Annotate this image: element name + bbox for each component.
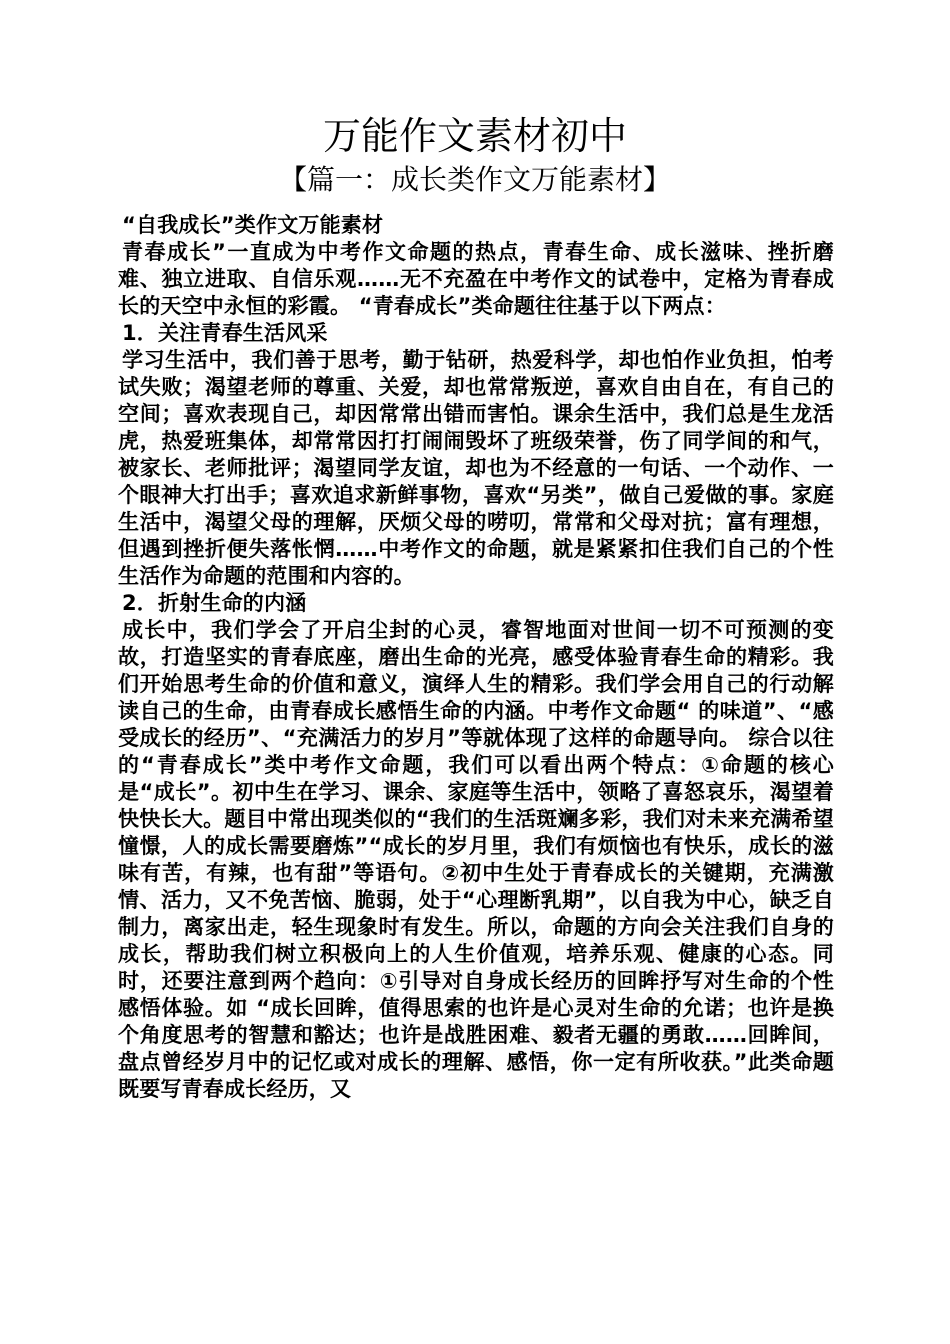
document-body (118, 212, 834, 1103)
document-subtitle: 【篇一：成长类作文万能素材】 (278, 163, 671, 196)
section-heading: 2．折射生命的内涵 (122, 591, 307, 615)
section-heading: “自我成长”类作文万能素材 (122, 213, 384, 237)
paragraph: 学习生活中，我们善于思考，勤于钻研，热爱科学，却也怕作业负担，怕考试失败；渴望老师的尊重、关爱，却也常常叛逆，喜欢自由自在，有自己的空间；喜欢表现自己，却因常常出错而害怕。课余生活中，我们总是生龙活虎，热爱班集体，却常常因打打闹闹毁坏了班级荣誉，伤了同学间的和气，被家长、老师批评；渴望同学友谊，却也为不经意的一句话、一个动作、一个眼神大打出手；喜欢追求新鲜事物，喜欢“另类”，做自己爱做的事。家庭生活中，渴望父母的理解，厌烦父母的唠叨，常常和父母对抗；富有理想，但遇到挫折便失落怅惘……中考作文的命题，就是紧紧扣住我们自己的个性生活作为命题的范围和内容的。 (118, 348, 834, 588)
paragraph: 青春成长”一直成为中考作文命题的热点，青春生命、成长滋味、挫折磨难、独立进取、自信乐观……无不充盈在中考作文的试卷中，定格为青春成长的天空中永恒的彩霞。 “青春成长”类命题往往基于以下两点： (118, 240, 834, 318)
document-title: 万能作文素材初中 (322, 114, 627, 158)
section-heading: 1．关注青春生活风采 (122, 321, 328, 345)
paragraph: 成长中，我们学会了开启尘封的心灵，睿智地面对世间一切不可预测的变故，打造坚实的青春底座，磨出生命的光亮，感受体验青春生命的精彩。我们开始思考生命的价值和意义，演绎人生的精彩。我们学会用自己的行动解读自己的生命，由青春成长感悟生命的内涵。中考作文命题“ 的味道”、“感受成长的经历”、“充满活力的岁月”等就体现了这样的命题导向。 综合以往的“青春成长”类中考作文命题，我们可以看出两个特点：①命题的核心是“成长”。初中生在学习、课余、家庭等生活中，领略了喜怒哀乐，渴望着快快长大。题目中常出现类似的“我们的生活斑斓多彩，我们对未来充满希望憧憬，人的成长需要磨炼”“成长的岁月里，我们有烦恼也有快乐，成长的滋味有苦，有辣，也有甜”等语句。②初中生处于青春成长的关键期，充满激情、活力，又不免苦恼、脆弱，处于“心理断乳期”，以自我为中心，缺乏自制力，离家出走，轻生现象时有发生。所以，命题的方向会关注我们自身的成长，帮助我们树立积极向上的人生价值观，培养乐观、健康的心态。同时，还要注意到两个趋向：①引导对自身成长经历的回眸抒写对生命的个性感悟体验。如 “成长回眸，值得思索的也许是心灵对生命的允诺；也许是换个角度思考的智慧和豁达；也许是战胜困难、毅者无疆的勇敢……回眸间，盘点曾经岁月中的记忆或对成长的理解、感悟，你一定有所收获。”此类命题既要写青春成长经历，又 (118, 618, 834, 1101)
